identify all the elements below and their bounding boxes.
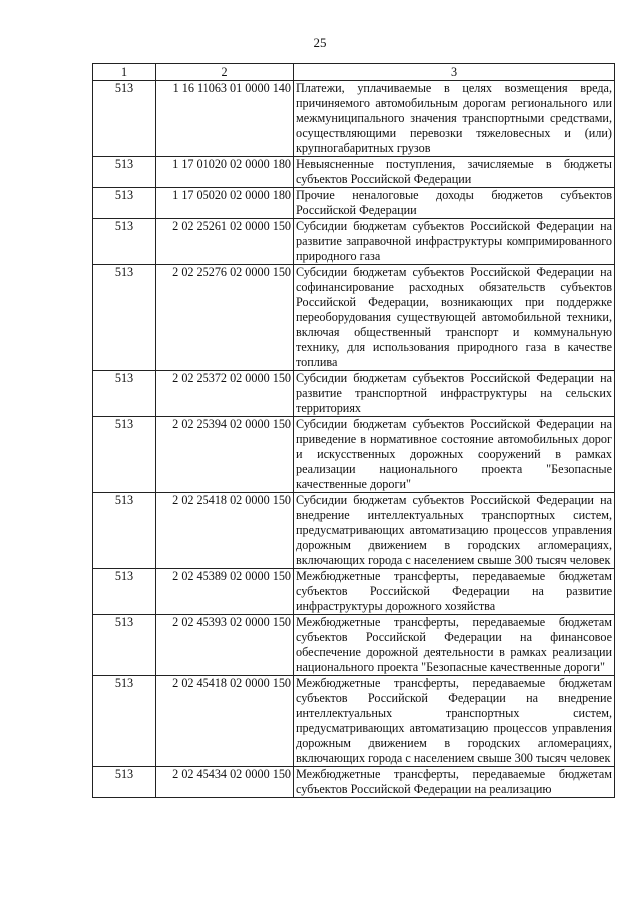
column-header-3: 3 [294,64,615,81]
admin-code-cell: 513 [93,676,156,767]
admin-code-cell: 513 [93,265,156,371]
admin-code-cell: 513 [93,371,156,417]
table-row [93,219,615,265]
table-row [93,569,615,615]
classification-code-cell: 2 02 45389 02 0000 150 [156,569,294,615]
classification-code-cell: 2 02 25372 02 0000 150 [156,371,294,417]
table-body [93,81,615,798]
budget-revenue-table [92,63,615,798]
description-cell: Субсидии бюджетам субъектов Российской Федерации на развитие заправочной инфраструктуры компримированного природного газа [294,219,615,265]
admin-code-cell: 513 [93,188,156,219]
description-cell: Прочие неналоговые доходы бюджетов субъектов Российской Федерации [294,188,615,219]
table-row [93,81,615,157]
description-cell: Межбюджетные трансферты, передаваемые бюджетам субъектов Российской Федерации на финансовое обеспечение дорожной деятельности в рамках реализации национального проекта "Безопасные качественные дороги" [294,615,615,676]
description-cell: Межбюджетные трансферты, передаваемые бюджетам субъектов Российской Федерации на развитие инфраструктуры дорожного хозяйства [294,569,615,615]
classification-code-cell: 1 17 05020 02 0000 180 [156,188,294,219]
table-row [93,188,615,219]
classification-code-cell: 2 02 45393 02 0000 150 [156,615,294,676]
classification-code-cell: 1 16 11063 01 0000 140 [156,81,294,157]
admin-code-cell: 513 [93,219,156,265]
classification-code-cell: 2 02 45434 02 0000 150 [156,767,294,798]
admin-code-cell: 513 [93,767,156,798]
description-cell: Субсидии бюджетам субъектов Российской Федерации на развитие транспортной инфраструктуры на сельских территориях [294,371,615,417]
column-header-2: 2 [156,64,294,81]
description-cell: Субсидии бюджетам субъектов Российской Федерации на софинансирование расходных обязательств субъектов Российской Федерации, возникающих при поддержке переоборудования существующей автомобильной техники, включая общественный транспорт и коммунальную технику, для использования природного газа в качестве топлива [294,265,615,371]
description-cell: Межбюджетные трансферты, передаваемые бюджетам субъектов Российской Федерации на реализацию [294,767,615,798]
description-cell: Субсидии бюджетам субъектов Российской Федерации на внедрение интеллектуальных транспортных систем, предусматривающих автоматизацию процессов управления дорожным движением в городских агломерациях, включающих города с населением свыше 300 тысяч человек [294,493,615,569]
table-row [93,371,615,417]
table-row [93,265,615,371]
table-header [93,64,615,81]
description-cell: Невыясненные поступления, зачисляемые в бюджеты субъектов Российской Федерации [294,157,615,188]
classification-code-cell: 2 02 25418 02 0000 150 [156,493,294,569]
table-row [93,676,615,767]
page-number: 25 [313,35,327,50]
classification-code-cell: 2 02 45418 02 0000 150 [156,676,294,767]
admin-code-cell: 513 [93,615,156,676]
admin-code-cell: 513 [93,81,156,157]
admin-code-cell: 513 [93,569,156,615]
table-row [93,767,615,798]
description-cell: Платежи, уплачиваемые в целях возмещения вреда, причиняемого автомобильным дорогам регионального или межмуниципального значения транспортными средствами, осуществляющими перевозки тяжеловесных и (или) крупногабаритных грузов [294,81,615,157]
description-cell: Межбюджетные трансферты, передаваемые бюджетам субъектов Российской Федерации на внедрение интеллектуальных транспортных систем, предусматривающих автоматизацию процессов управления дорожным движением в городских агломерациях, включающих города с населением свыше 300 тысяч человек [294,676,615,767]
column-header-1: 1 [93,64,156,81]
header-row [93,64,615,81]
table-row [93,493,615,569]
admin-code-cell: 513 [93,493,156,569]
classification-code-cell: 2 02 25394 02 0000 150 [156,417,294,493]
table-row [93,157,615,188]
admin-code-cell: 513 [93,417,156,493]
description-cell: Субсидии бюджетам субъектов Российской Федерации на приведение в нормативное состояние автомобильных дорог и искусственных дорожных сооружений в рамках реализации национального проекта "Безопасные качественные дороги" [294,417,615,493]
admin-code-cell: 513 [93,157,156,188]
classification-code-cell: 2 02 25261 02 0000 150 [156,219,294,265]
classification-code-cell: 2 02 25276 02 0000 150 [156,265,294,371]
table-row [93,615,615,676]
classification-code-cell: 1 17 01020 02 0000 180 [156,157,294,188]
table-row [93,417,615,493]
